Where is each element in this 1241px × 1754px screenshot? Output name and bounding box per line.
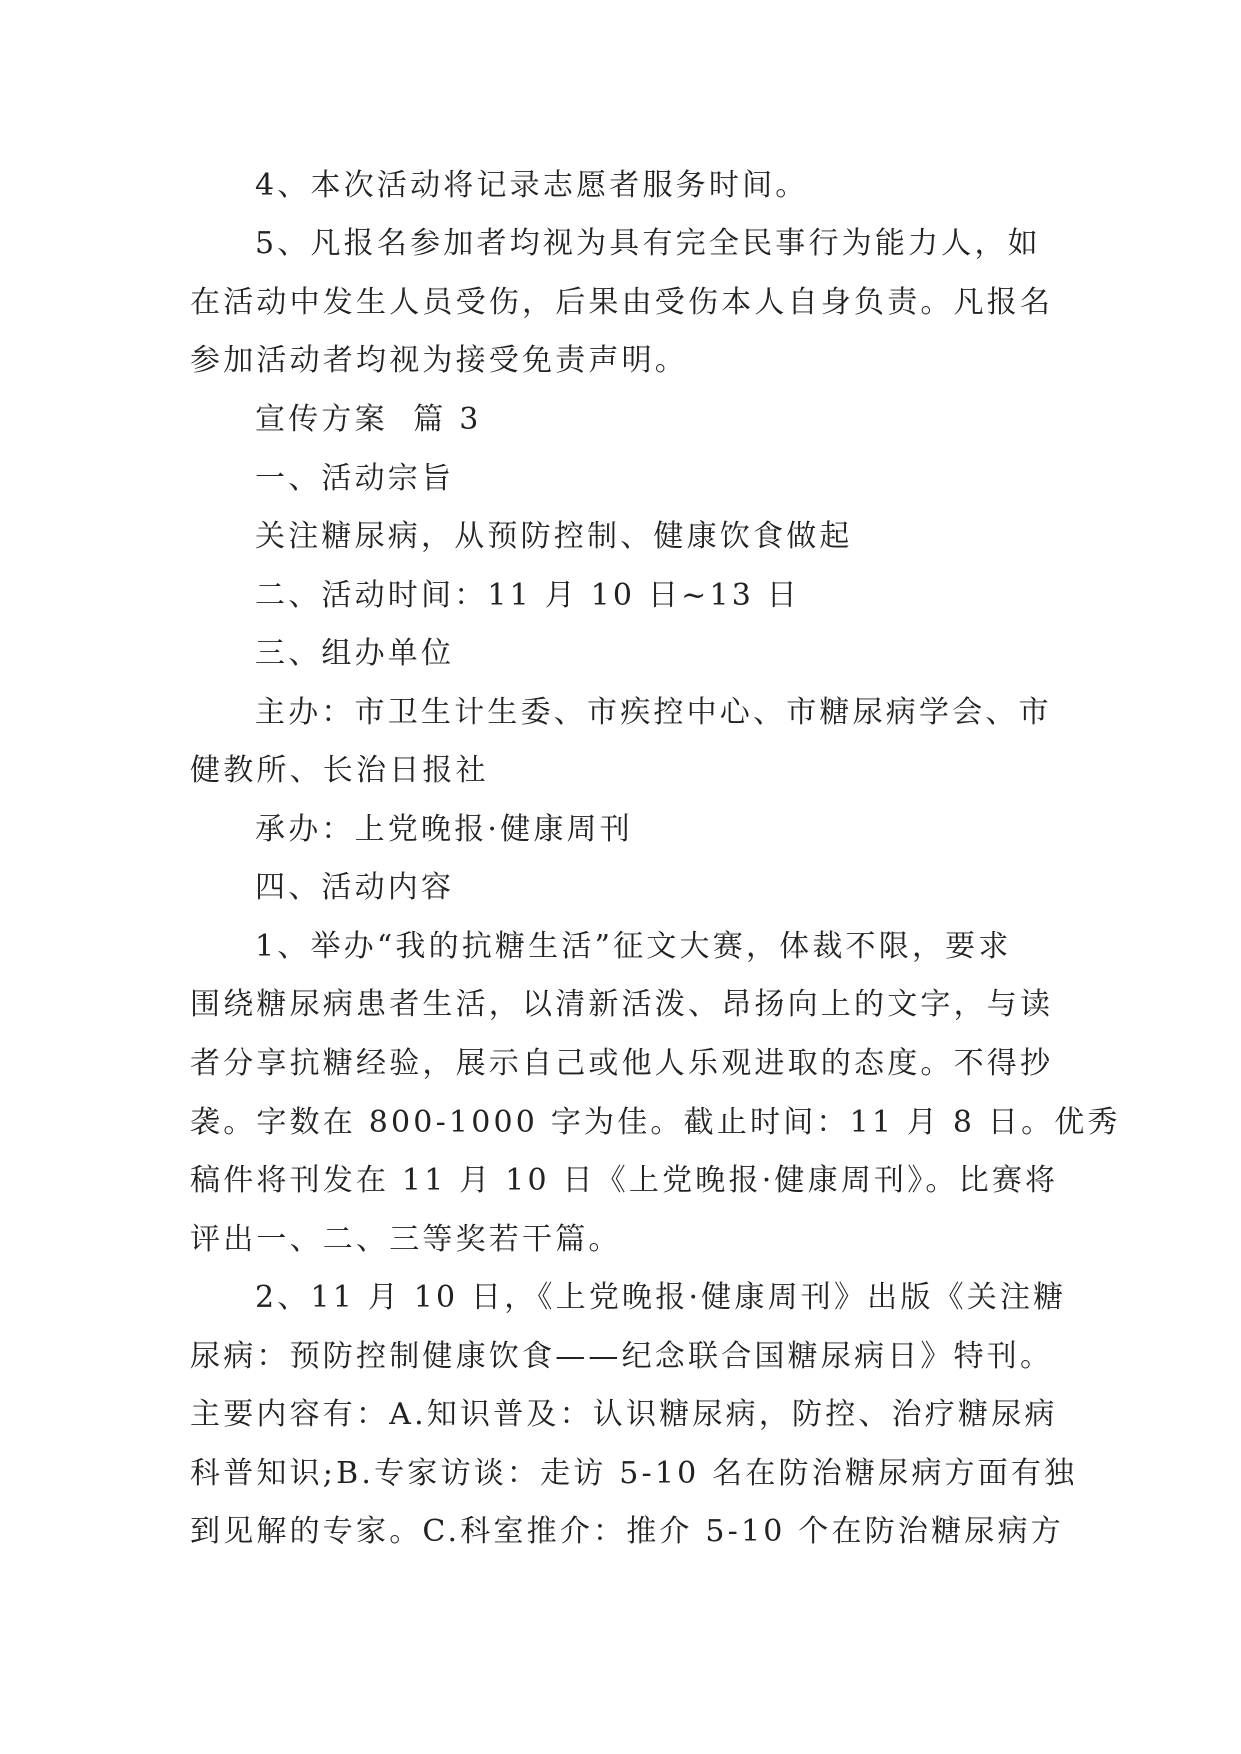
paragraph-line: 主办：市卫生计生委、市疾控中心、市糖尿病学会、市 <box>255 695 1052 730</box>
section-heading: 宣传方案 篇 3 <box>255 402 482 437</box>
paragraph-line: 在活动中发生人员受伤，后果由受伤本人自身负责。凡报名 <box>190 285 1054 320</box>
paragraph-line: 主要内容有：A.知识普及：认识糖尿病，防控、治疗糖尿病 <box>190 1397 1058 1432</box>
paragraph-line: 健教所、长治日报社 <box>190 753 489 788</box>
paragraph-line: 参加活动者均视为接受免责声明。 <box>190 343 688 378</box>
paragraph-line: 袭。字数在 800-1000 字为佳。截止时间：11 月 8 日。优秀 <box>190 1105 1121 1140</box>
paragraph-line: 1、举办“我的抗糖生活”征文大赛，体裁不限，要求 <box>255 929 1012 964</box>
paragraph-line: 4、本次活动将记录志愿者服务时间。 <box>255 168 809 203</box>
section-heading: 一、活动宗旨 <box>255 461 455 496</box>
paragraph-line: 围绕糖尿病患者生活，以清新活泼、昂扬向上的文字，与读 <box>190 987 1054 1022</box>
paragraph-line: 评出一、二、三等奖若干篇。 <box>190 1222 622 1257</box>
section-heading: 四、活动内容 <box>255 870 455 905</box>
paragraph-line: 科普知识;B.专家访谈：走访 5-10 名在防治糖尿病方面有独 <box>190 1456 1078 1491</box>
paragraph-line: 承办：上党晚报·健康周刊 <box>255 812 633 847</box>
section-heading: 三、组办单位 <box>255 636 455 671</box>
paragraph-line: 者分享抗糖经验，展示自己或他人乐观进取的态度。不得抄 <box>190 1046 1054 1081</box>
paragraph-line: 2、11 月 10 日，《上党晚报·健康周刊》出版《关注糖 <box>255 1280 1067 1315</box>
paragraph-line: 5、凡报名参加者均视为具有完全民事行为能力人，如 <box>255 226 1041 261</box>
paragraph-line: 稿件将刊发在 11 月 10 日《上党晚报·健康周刊》。比赛将 <box>190 1163 1059 1198</box>
paragraph-line: 关注糖尿病，从预防控制、健康饮食做起 <box>255 519 853 554</box>
paragraph-line: 到见解的专家。C.科室推介：推介 5-10 个在防治糖尿病方 <box>190 1514 1064 1549</box>
paragraph-line: 尿病：预防控制健康饮食——纪念联合国糖尿病日》特刊。 <box>190 1339 1054 1374</box>
section-heading: 二、活动时间：11 月 10 日~13 日 <box>255 578 801 613</box>
